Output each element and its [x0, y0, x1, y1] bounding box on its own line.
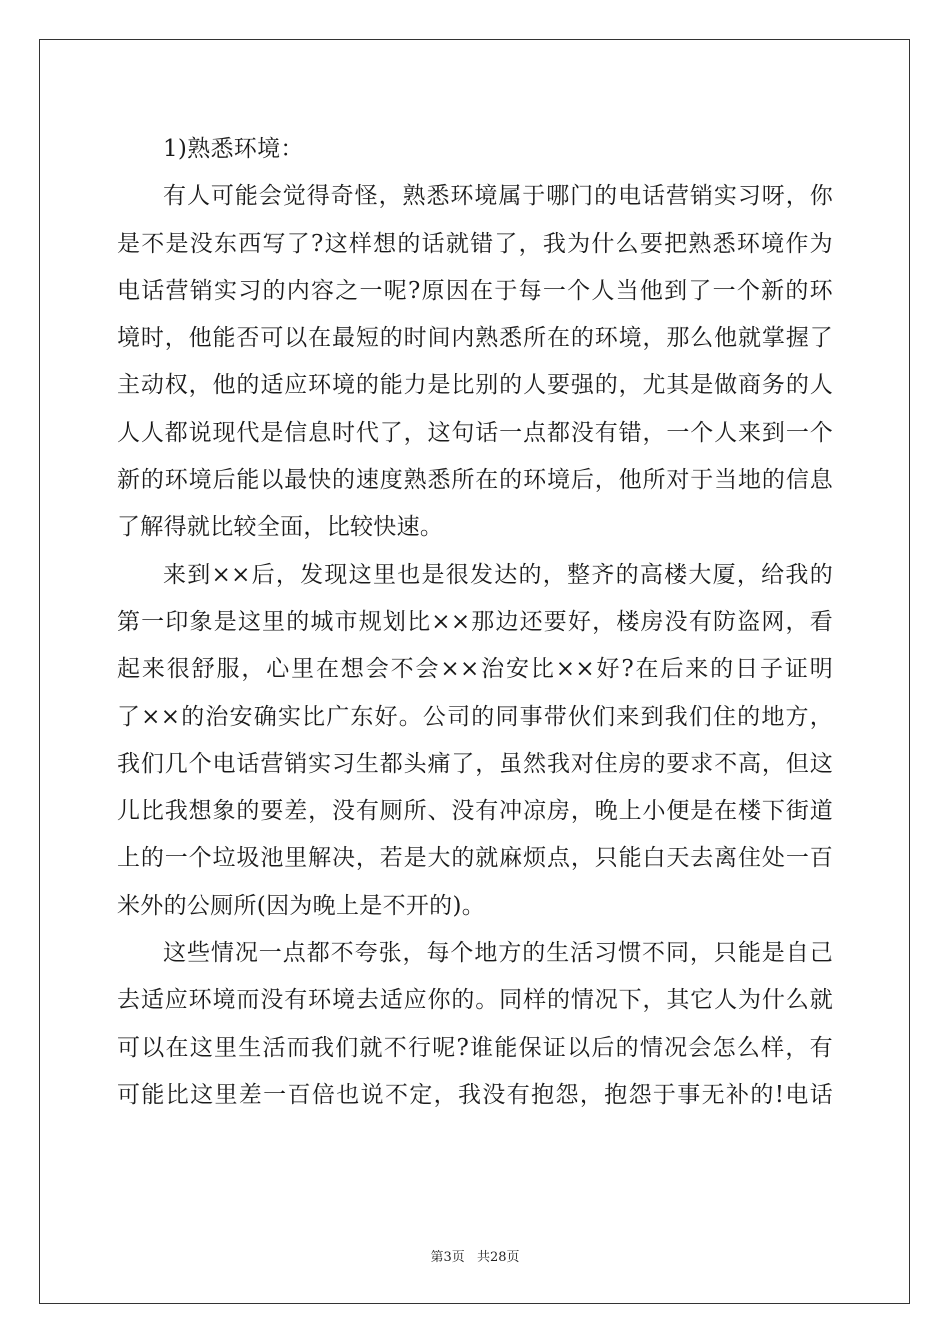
text-line: 是不是没东西写了?这样想的话就错了，我为什么要把熟悉环境作为 — [117, 230, 833, 257]
text-line: 我们几个电话营销实习生都头痛了，虽然我对住房的要求不高，但这 — [117, 750, 833, 777]
text-line: 米外的公厕所(因为晚上是不开的)。 — [117, 892, 486, 919]
text-line: 人人都说现代是信息时代了，这句话一点都没有错，一个人来到一个 — [117, 419, 833, 446]
text-line: 起来很舒服，心里在想会不会××治安比××好?在后来的日子证明 — [117, 656, 833, 683]
text-line: 这些情况一点都不夸张，每个地方的生活习惯不同，只能是自己 — [163, 940, 833, 967]
text-line: 上的一个垃圾池里解决，若是大的就麻烦点，只能白天去离住处一百 — [117, 845, 833, 872]
text-line: 1)熟悉环境： — [163, 136, 304, 162]
text-line: 电话营销实习的内容之一呢?原因在于每一个人当他到了一个新的环 — [117, 277, 833, 304]
page-number-total: 共28页 — [476, 1250, 520, 1265]
page-footer — [0, 1246, 950, 1265]
text-line: 境时，他能否可以在最短的时间内熟悉所在的环境，那么他就掌握了 — [117, 325, 833, 352]
text-line: 可能比这里差一百倍也说不定，我没有抱怨，抱怨于事无补的!电话 — [117, 1081, 833, 1108]
text-line: 主动权，他的适应环境的能力是比别的人要强的，尤其是做商务的人 — [117, 372, 833, 399]
text-line: 了××的治安确实比广东好。公司的同事带伙们来到我们住的地方， — [117, 703, 833, 730]
text-line: 可以在这里生活而我们就不行呢?谁能保证以后的情况会怎么样，有 — [117, 1034, 833, 1061]
text-line: 了解得就比较全面，比较快速。 — [117, 514, 444, 541]
text-line: 有人可能会觉得奇怪，熟悉环境属于哪门的电话营销实习呀，你 — [163, 183, 833, 210]
text-line: 去适应环境而没有环境去适应你的。同样的情况下，其它人为什么就 — [117, 987, 833, 1014]
document-body — [117, 126, 833, 1119]
text-line: 儿比我想象的要差，没有厕所、没有冲凉房，晚上小便是在楼下街道 — [117, 798, 833, 825]
text-line: 来到××后，发现这里也是很发达的，整齐的高楼大厦，给我的 — [163, 561, 833, 588]
text-line: 新的环境后能以最快的速度熟悉所在的环境后，他所对于当地的信息 — [117, 467, 833, 494]
page-number-current: 第3页 — [430, 1250, 465, 1265]
text-line: 第一印象是这里的城市规划比××那边还要好，楼房没有防盗网，看 — [117, 608, 833, 635]
